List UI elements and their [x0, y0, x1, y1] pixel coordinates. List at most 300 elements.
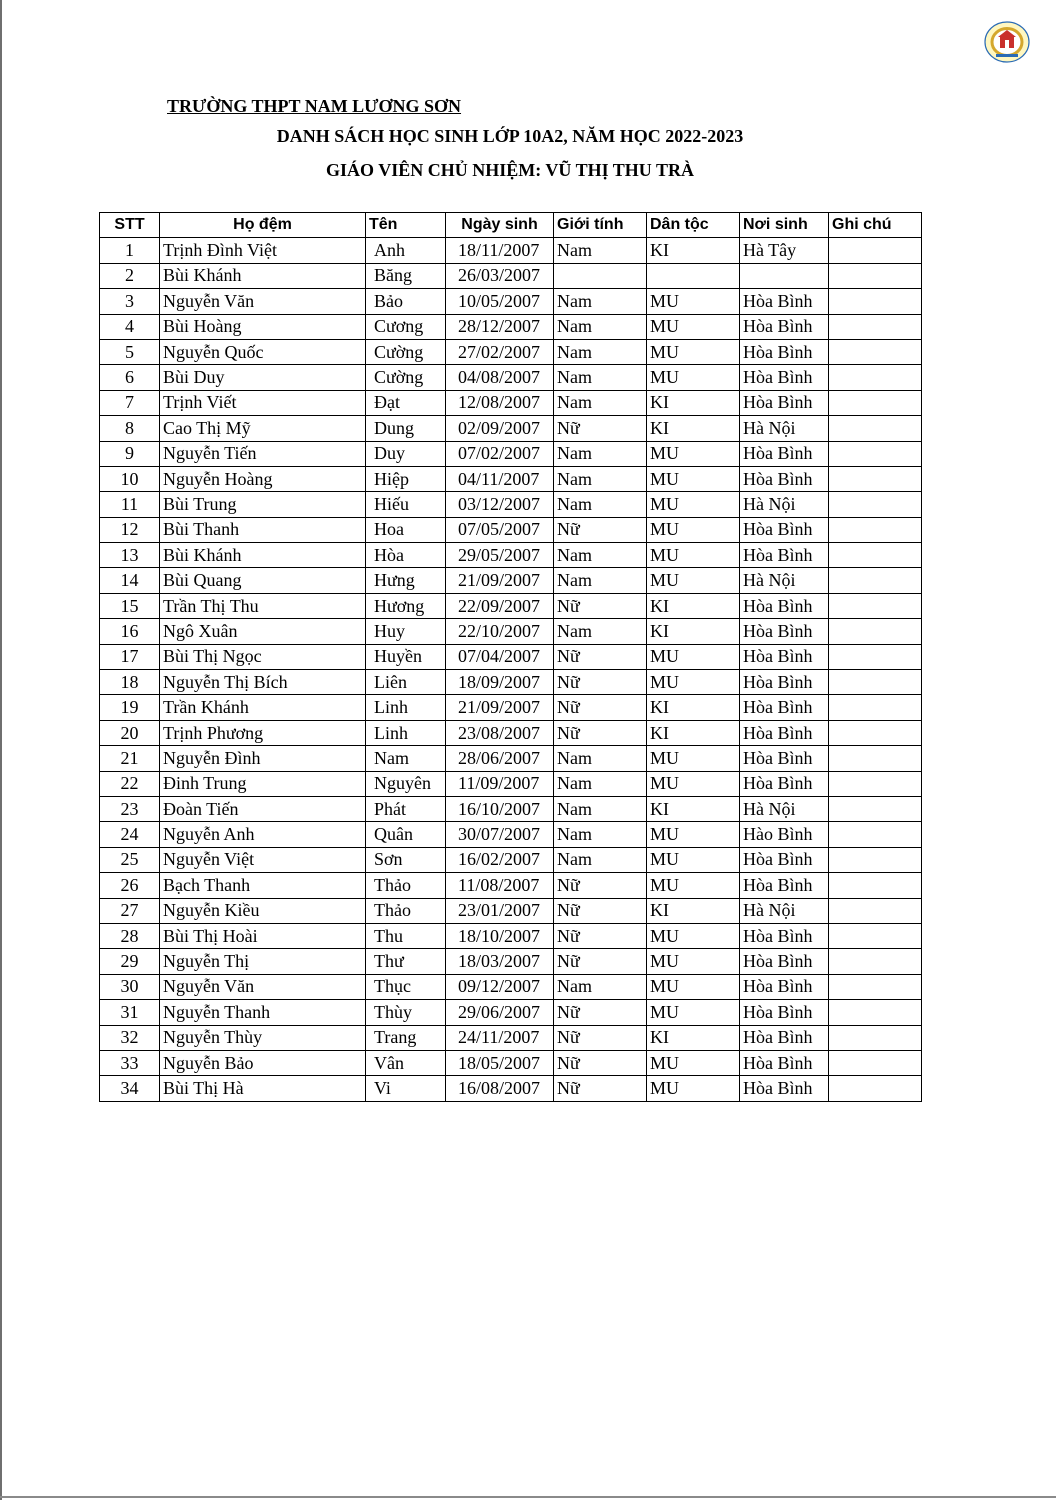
ghi-chu-cell: [829, 796, 922, 821]
gioi-tinh-cell: Nam: [554, 568, 647, 593]
col-header-ghi-chu: Ghi chú: [829, 213, 922, 238]
ten-cell: Anh: [366, 238, 446, 263]
ghi-chu-cell: [829, 441, 922, 466]
table-row: [100, 517, 922, 542]
ghi-chu-cell: [829, 1050, 922, 1075]
dan-toc-cell: MU: [647, 492, 740, 517]
col-header-ho-dem: Họ đệm: [160, 213, 366, 238]
ho-dem-cell: Nguyễn Thị: [160, 949, 366, 974]
stt-cell: 12: [100, 517, 160, 542]
noi-sinh-cell: Hòa Bình: [740, 1000, 829, 1025]
dan-toc-cell: MU: [647, 339, 740, 364]
ten-cell: Nguyên: [366, 771, 446, 796]
table-row: [100, 1076, 922, 1101]
ten-cell: Thảo: [366, 898, 446, 923]
noi-sinh-cell: Hòa Bình: [740, 746, 829, 771]
ghi-chu-cell: [829, 1076, 922, 1101]
ngay-sinh-cell: 10/05/2007: [446, 289, 554, 314]
dan-toc-cell: KI: [647, 238, 740, 263]
gioi-tinh-cell: Nam: [554, 390, 647, 415]
dan-toc-cell: KI: [647, 796, 740, 821]
ghi-chu-cell: [829, 771, 922, 796]
ho-dem-cell: Nguyễn Anh: [160, 822, 366, 847]
gioi-tinh-cell: Nam: [554, 492, 647, 517]
ho-dem-cell: Đoàn Tiến: [160, 796, 366, 821]
gioi-tinh-cell: Nữ: [554, 416, 647, 441]
noi-sinh-cell: Hòa Bình: [740, 619, 829, 644]
ngay-sinh-cell: 22/09/2007: [446, 593, 554, 618]
table-row: [100, 949, 922, 974]
table-row: [100, 822, 922, 847]
table-row: [100, 873, 922, 898]
ho-dem-cell: Nguyễn Bảo: [160, 1050, 366, 1075]
gioi-tinh-cell: Nam: [554, 466, 647, 491]
ngay-sinh-cell: 07/04/2007: [446, 644, 554, 669]
ho-dem-cell: Trịnh Đình Việt: [160, 238, 366, 263]
table-row: [100, 746, 922, 771]
ngay-sinh-cell: 29/05/2007: [446, 543, 554, 568]
ho-dem-cell: Nguyễn Hoàng: [160, 466, 366, 491]
ho-dem-cell: Nguyễn Văn: [160, 974, 366, 999]
ten-cell: Sơn: [366, 847, 446, 872]
ghi-chu-cell: [829, 949, 922, 974]
ngay-sinh-cell: 28/12/2007: [446, 314, 554, 339]
ten-cell: Phát: [366, 796, 446, 821]
ho-dem-cell: Nguyễn Đình: [160, 746, 366, 771]
dan-toc-cell: MU: [647, 949, 740, 974]
student-list-table: [99, 212, 922, 1102]
dan-toc-cell: MU: [647, 1050, 740, 1075]
ten-cell: Thư: [366, 949, 446, 974]
stt-cell: 11: [100, 492, 160, 517]
stt-cell: 14: [100, 568, 160, 593]
noi-sinh-cell: Hòa Bình: [740, 695, 829, 720]
ho-dem-cell: Bùi Thị Hoài: [160, 923, 366, 948]
gioi-tinh-cell: Nữ: [554, 644, 647, 669]
stt-cell: 32: [100, 1025, 160, 1050]
ten-cell: Hoa: [366, 517, 446, 542]
ho-dem-cell: Nguyễn Việt: [160, 847, 366, 872]
stt-cell: 5: [100, 339, 160, 364]
table-row: [100, 771, 922, 796]
dan-toc-cell: MU: [647, 771, 740, 796]
ho-dem-cell: Trịnh Viết: [160, 390, 366, 415]
dan-toc-cell: MU: [647, 568, 740, 593]
table-row: [100, 695, 922, 720]
ngay-sinh-cell: 26/03/2007: [446, 263, 554, 288]
ngay-sinh-cell: 12/08/2007: [446, 390, 554, 415]
ten-cell: Băng: [366, 263, 446, 288]
gioi-tinh-cell: Nam: [554, 314, 647, 339]
ghi-chu-cell: [829, 670, 922, 695]
gioi-tinh-cell: Nữ: [554, 1050, 647, 1075]
ten-cell: Hiếu: [366, 492, 446, 517]
ngay-sinh-cell: 28/06/2007: [446, 746, 554, 771]
noi-sinh-cell: [740, 263, 829, 288]
noi-sinh-cell: Hòa Bình: [740, 593, 829, 618]
dan-toc-cell: [647, 263, 740, 288]
dan-toc-cell: MU: [647, 517, 740, 542]
stt-cell: 22: [100, 771, 160, 796]
ngay-sinh-cell: 07/02/2007: [446, 441, 554, 466]
noi-sinh-cell: Hà Nội: [740, 568, 829, 593]
ten-cell: Đạt: [366, 390, 446, 415]
ngay-sinh-cell: 16/02/2007: [446, 847, 554, 872]
ho-dem-cell: Bùi Hoàng: [160, 314, 366, 339]
ghi-chu-cell: [829, 898, 922, 923]
dan-toc-cell: KI: [647, 720, 740, 745]
ten-cell: Thùy: [366, 1000, 446, 1025]
ten-cell: Hòa: [366, 543, 446, 568]
stt-cell: 13: [100, 543, 160, 568]
noi-sinh-cell: Hòa Bình: [740, 441, 829, 466]
table-body: [100, 238, 922, 1101]
dan-toc-cell: MU: [647, 670, 740, 695]
ghi-chu-cell: [829, 746, 922, 771]
ngay-sinh-cell: 11/09/2007: [446, 771, 554, 796]
dan-toc-cell: KI: [647, 390, 740, 415]
stt-cell: 18: [100, 670, 160, 695]
school-name: TRƯỜNG THPT NAM LƯƠNG SƠN: [167, 96, 462, 116]
dan-toc-cell: MU: [647, 847, 740, 872]
ten-cell: Cương: [366, 314, 446, 339]
dan-toc-cell: MU: [647, 644, 740, 669]
ghi-chu-cell: [829, 492, 922, 517]
ngay-sinh-cell: 16/08/2007: [446, 1076, 554, 1101]
noi-sinh-cell: Hà Nội: [740, 416, 829, 441]
ten-cell: Hương: [366, 593, 446, 618]
ngay-sinh-cell: 18/10/2007: [446, 923, 554, 948]
ho-dem-cell: Bùi Khánh: [160, 543, 366, 568]
col-header-ngay-sinh: Ngày sinh: [446, 213, 554, 238]
ten-cell: Huy: [366, 619, 446, 644]
stt-cell: 15: [100, 593, 160, 618]
gioi-tinh-cell: Nam: [554, 365, 647, 390]
noi-sinh-cell: Hà Nội: [740, 898, 829, 923]
ho-dem-cell: Cao Thị Mỹ: [160, 416, 366, 441]
gioi-tinh-cell: Nam: [554, 289, 647, 314]
col-header-noi-sinh: Nơi sinh: [740, 213, 829, 238]
ten-cell: Linh: [366, 695, 446, 720]
ghi-chu-cell: [829, 822, 922, 847]
gioi-tinh-cell: Nữ: [554, 1000, 647, 1025]
noi-sinh-cell: Hòa Bình: [740, 670, 829, 695]
dan-toc-cell: KI: [647, 898, 740, 923]
ho-dem-cell: Bùi Trung: [160, 492, 366, 517]
gioi-tinh-cell: Nam: [554, 619, 647, 644]
dan-toc-cell: MU: [647, 923, 740, 948]
ho-dem-cell: Nguyễn Văn: [160, 289, 366, 314]
page-edge-left: [0, 0, 2, 1500]
noi-sinh-cell: Hòa Bình: [740, 771, 829, 796]
stt-cell: 2: [100, 263, 160, 288]
table-row: [100, 644, 922, 669]
ngay-sinh-cell: 23/08/2007: [446, 720, 554, 745]
stt-cell: 17: [100, 644, 160, 669]
ngay-sinh-cell: 29/06/2007: [446, 1000, 554, 1025]
table-row: [100, 898, 922, 923]
stt-cell: 20: [100, 720, 160, 745]
gioi-tinh-cell: Nam: [554, 771, 647, 796]
table-row: [100, 796, 922, 821]
noi-sinh-cell: Hòa Bình: [740, 974, 829, 999]
gioi-tinh-cell: Nam: [554, 441, 647, 466]
ho-dem-cell: Bùi Khánh: [160, 263, 366, 288]
stt-cell: 31: [100, 1000, 160, 1025]
ten-cell: Hiệp: [366, 466, 446, 491]
noi-sinh-cell: Hòa Bình: [740, 873, 829, 898]
ngay-sinh-cell: 04/11/2007: [446, 466, 554, 491]
stt-cell: 24: [100, 822, 160, 847]
gioi-tinh-cell: Nam: [554, 746, 647, 771]
ghi-chu-cell: [829, 466, 922, 491]
col-header-ten: Tên: [366, 213, 446, 238]
noi-sinh-cell: Hòa Bình: [740, 289, 829, 314]
dan-toc-cell: KI: [647, 1025, 740, 1050]
ngay-sinh-cell: 07/05/2007: [446, 517, 554, 542]
noi-sinh-cell: Hòa Bình: [740, 365, 829, 390]
ten-cell: Dung: [366, 416, 446, 441]
table-row: [100, 923, 922, 948]
ho-dem-cell: Bùi Thị Hà: [160, 1076, 366, 1101]
noi-sinh-cell: Hòa Bình: [740, 390, 829, 415]
ten-cell: Nam: [366, 746, 446, 771]
stt-cell: 23: [100, 796, 160, 821]
document-title: DANH SÁCH HỌC SINH LỚP 10A2, NĂM HỌC 2022-2023: [276, 126, 744, 146]
table-row: [100, 289, 922, 314]
col-header-gioi-tinh: Giới tính: [554, 213, 647, 238]
ngay-sinh-cell: 09/12/2007: [446, 974, 554, 999]
ghi-chu-cell: [829, 416, 922, 441]
table-row: [100, 263, 922, 288]
noi-sinh-cell: Hòa Bình: [740, 1025, 829, 1050]
ho-dem-cell: Nguyễn Thùy: [160, 1025, 366, 1050]
stt-cell: 21: [100, 746, 160, 771]
ghi-chu-cell: [829, 695, 922, 720]
ghi-chu-cell: [829, 720, 922, 745]
ho-dem-cell: Bùi Quang: [160, 568, 366, 593]
noi-sinh-cell: Hòa Bình: [740, 339, 829, 364]
dan-toc-cell: MU: [647, 974, 740, 999]
stt-cell: 19: [100, 695, 160, 720]
stt-cell: 3: [100, 289, 160, 314]
table-row: [100, 492, 922, 517]
gioi-tinh-cell: Nữ: [554, 1076, 647, 1101]
noi-sinh-cell: Hòa Bình: [740, 543, 829, 568]
dan-toc-cell: MU: [647, 365, 740, 390]
noi-sinh-cell: Hòa Bình: [740, 847, 829, 872]
stt-cell: 34: [100, 1076, 160, 1101]
gioi-tinh-cell: [554, 263, 647, 288]
school-logo-icon: [984, 21, 1030, 63]
dan-toc-cell: MU: [647, 289, 740, 314]
stt-cell: 28: [100, 923, 160, 948]
stt-cell: 26: [100, 873, 160, 898]
ho-dem-cell: Bùi Thanh: [160, 517, 366, 542]
ghi-chu-cell: [829, 314, 922, 339]
ho-dem-cell: Đinh Trung: [160, 771, 366, 796]
ten-cell: Vi: [366, 1076, 446, 1101]
ngay-sinh-cell: 27/02/2007: [446, 339, 554, 364]
noi-sinh-cell: Hòa Bình: [740, 923, 829, 948]
gioi-tinh-cell: Nữ: [554, 593, 647, 618]
gioi-tinh-cell: Nữ: [554, 695, 647, 720]
ho-dem-cell: Nguyễn Thị Bích: [160, 670, 366, 695]
ghi-chu-cell: [829, 847, 922, 872]
gioi-tinh-cell: Nam: [554, 847, 647, 872]
ghi-chu-cell: [829, 974, 922, 999]
gioi-tinh-cell: Nam: [554, 822, 647, 847]
table-header-row: [100, 213, 922, 238]
ngay-sinh-cell: 18/11/2007: [446, 238, 554, 263]
table-row: [100, 619, 922, 644]
ho-dem-cell: Bùi Duy: [160, 365, 366, 390]
col-header-dan-toc: Dân tộc: [647, 213, 740, 238]
stt-cell: 10: [100, 466, 160, 491]
ten-cell: Bảo: [366, 289, 446, 314]
stt-cell: 6: [100, 365, 160, 390]
dan-toc-cell: MU: [647, 441, 740, 466]
noi-sinh-cell: Hào Bình: [740, 822, 829, 847]
ho-dem-cell: Bạch Thanh: [160, 873, 366, 898]
noi-sinh-cell: Hòa Bình: [740, 466, 829, 491]
gioi-tinh-cell: Nam: [554, 238, 647, 263]
table-row: [100, 1050, 922, 1075]
stt-cell: 27: [100, 898, 160, 923]
ngay-sinh-cell: 18/03/2007: [446, 949, 554, 974]
dan-toc-cell: KI: [647, 593, 740, 618]
table-row: [100, 593, 922, 618]
col-header-stt: STT: [100, 213, 160, 238]
stt-cell: 16: [100, 619, 160, 644]
ten-cell: Quân: [366, 822, 446, 847]
stt-cell: 9: [100, 441, 160, 466]
gioi-tinh-cell: Nữ: [554, 670, 647, 695]
ho-dem-cell: Nguyễn Quốc: [160, 339, 366, 364]
stt-cell: 30: [100, 974, 160, 999]
ghi-chu-cell: [829, 263, 922, 288]
ten-cell: Linh: [366, 720, 446, 745]
noi-sinh-cell: Hòa Bình: [740, 949, 829, 974]
table-row: [100, 847, 922, 872]
table-row: [100, 1000, 922, 1025]
gioi-tinh-cell: Nam: [554, 796, 647, 821]
table-row: [100, 543, 922, 568]
noi-sinh-cell: Hòa Bình: [740, 517, 829, 542]
gioi-tinh-cell: Nữ: [554, 517, 647, 542]
stt-cell: 7: [100, 390, 160, 415]
dan-toc-cell: MU: [647, 1076, 740, 1101]
dan-toc-cell: MU: [647, 873, 740, 898]
dan-toc-cell: MU: [647, 314, 740, 339]
gioi-tinh-cell: Nữ: [554, 949, 647, 974]
gioi-tinh-cell: Nữ: [554, 1025, 647, 1050]
ghi-chu-cell: [829, 517, 922, 542]
table-row: [100, 339, 922, 364]
dan-toc-cell: KI: [647, 695, 740, 720]
ho-dem-cell: Trần Thị Thu: [160, 593, 366, 618]
ghi-chu-cell: [829, 238, 922, 263]
ho-dem-cell: Bùi Thị Ngọc: [160, 644, 366, 669]
homeroom-teacher: GIÁO VIÊN CHỦ NHIỆM: VŨ THỊ THU TRÀ: [326, 160, 694, 180]
ghi-chu-cell: [829, 1025, 922, 1050]
stt-cell: 29: [100, 949, 160, 974]
noi-sinh-cell: Hòa Bình: [740, 1076, 829, 1101]
ten-cell: Duy: [366, 441, 446, 466]
gioi-tinh-cell: Nữ: [554, 898, 647, 923]
ho-dem-cell: Nguyễn Kiều: [160, 898, 366, 923]
noi-sinh-cell: Hòa Bình: [740, 720, 829, 745]
ten-cell: Trang: [366, 1025, 446, 1050]
dan-toc-cell: MU: [647, 1000, 740, 1025]
ghi-chu-cell: [829, 568, 922, 593]
table-row: [100, 974, 922, 999]
noi-sinh-cell: Hòa Bình: [740, 644, 829, 669]
ten-cell: Huyền: [366, 644, 446, 669]
ngay-sinh-cell: 18/05/2007: [446, 1050, 554, 1075]
stt-cell: 1: [100, 238, 160, 263]
table-row: [100, 670, 922, 695]
ten-cell: Hưng: [366, 568, 446, 593]
ngay-sinh-cell: 23/01/2007: [446, 898, 554, 923]
ten-cell: Liên: [366, 670, 446, 695]
table-row: [100, 238, 922, 263]
ghi-chu-cell: [829, 390, 922, 415]
ngay-sinh-cell: 21/09/2007: [446, 568, 554, 593]
ghi-chu-cell: [829, 339, 922, 364]
table-row: [100, 314, 922, 339]
ghi-chu-cell: [829, 619, 922, 644]
stt-cell: 8: [100, 416, 160, 441]
table-row: [100, 441, 922, 466]
table-row: [100, 1025, 922, 1050]
ngay-sinh-cell: 22/10/2007: [446, 619, 554, 644]
gioi-tinh-cell: Nữ: [554, 873, 647, 898]
ghi-chu-cell: [829, 1000, 922, 1025]
gioi-tinh-cell: Nam: [554, 974, 647, 999]
ho-dem-cell: Ngô Xuân: [160, 619, 366, 644]
dan-toc-cell: MU: [647, 822, 740, 847]
stt-cell: 25: [100, 847, 160, 872]
ghi-chu-cell: [829, 873, 922, 898]
ngay-sinh-cell: 24/11/2007: [446, 1025, 554, 1050]
ten-cell: Vân: [366, 1050, 446, 1075]
ghi-chu-cell: [829, 289, 922, 314]
page-edge-bottom: [0, 1496, 1056, 1498]
ngay-sinh-cell: 18/09/2007: [446, 670, 554, 695]
noi-sinh-cell: Hòa Bình: [740, 1050, 829, 1075]
noi-sinh-cell: Hà Nội: [740, 492, 829, 517]
ten-cell: Thảo: [366, 873, 446, 898]
stt-cell: 4: [100, 314, 160, 339]
stt-cell: 33: [100, 1050, 160, 1075]
gioi-tinh-cell: Nam: [554, 543, 647, 568]
table-row: [100, 720, 922, 745]
ho-dem-cell: Trần Khánh: [160, 695, 366, 720]
ghi-chu-cell: [829, 923, 922, 948]
ngay-sinh-cell: 11/08/2007: [446, 873, 554, 898]
ghi-chu-cell: [829, 543, 922, 568]
noi-sinh-cell: Hà Tây: [740, 238, 829, 263]
table-row: [100, 466, 922, 491]
ten-cell: Cường: [366, 365, 446, 390]
ghi-chu-cell: [829, 365, 922, 390]
dan-toc-cell: MU: [647, 466, 740, 491]
dan-toc-cell: KI: [647, 416, 740, 441]
table-row: [100, 416, 922, 441]
ho-dem-cell: Trịnh Phương: [160, 720, 366, 745]
ghi-chu-cell: [829, 644, 922, 669]
